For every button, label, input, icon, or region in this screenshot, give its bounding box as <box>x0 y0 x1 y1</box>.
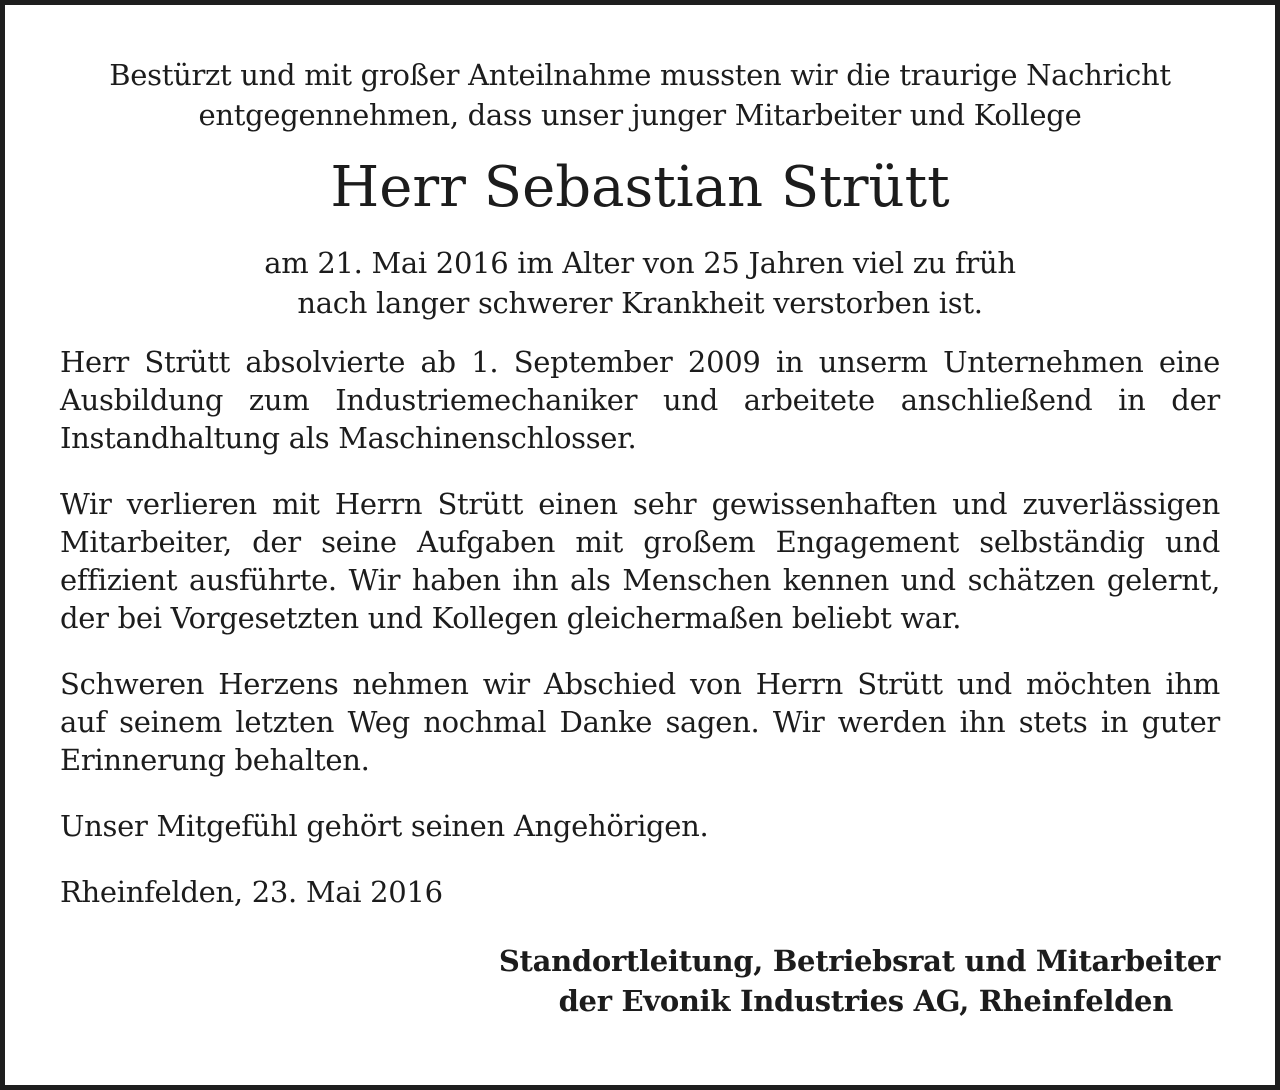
paragraph-tribute: Wir verlieren mit Herrn Strütt einen sehr gewissenhaften und zuverlässigen Mitarbeiter, der seine Aufgaben mit großem Engagement selbständig und effizient ausführte. Wir haben ihn als Menschen kennen und schätzen gelernt, der bei Vorgesetzten und Kollegen gleichermaßen beliebt war. <box>60 487 1220 635</box>
paragraph-farewell: Schweren Herzens nehmen wir Abschied von Herrn Strütt und möchten ihm auf seinem letzten Weg nochmal Danke sagen. Wir werden ihn stets in guter Erinnerung behalten. <box>60 667 1220 777</box>
place-and-date: Rheinfelden, 23. Mai 2016 <box>60 875 443 909</box>
paragraph-condolence: Unser Mitgefühl gehört seinen Angehörigen. <box>60 809 709 843</box>
intro-text <box>60 55 1220 135</box>
death-notice-line-1: am 21. Mai 2016 im Alter von 25 Jahren viel zu früh <box>264 246 1016 280</box>
death-notice-line-2: nach langer schwerer Krankheit verstorben ist. <box>297 286 983 320</box>
paragraph-apprenticeship: Herr Strütt absolvierte ab 1. September 2009 in unserm Unternehmen eine Ausbildung zum Industriemechaniker und arbeitete anschließend in der Instandhaltung als Maschinenschlosser. <box>60 345 1220 455</box>
signature-line-1: Standortleitung, Betriebsrat und Mitarbeiter <box>498 944 1220 978</box>
death-notice <box>60 243 1220 323</box>
signature-line-2: der Evonik Industries AG, Rheinfelden <box>558 984 1173 1018</box>
deceased-name: Herr Sebastian Strütt <box>330 155 950 220</box>
signature-block <box>60 941 1220 1021</box>
intro-line-2: entgegennehmen, dass unser junger Mitarbeiter und Kollege <box>198 98 1082 132</box>
obituary-content <box>60 55 1220 1021</box>
intro-line-1: Bestürzt und mit großer Anteilnahme mussten wir die traurige Nachricht <box>109 58 1171 92</box>
